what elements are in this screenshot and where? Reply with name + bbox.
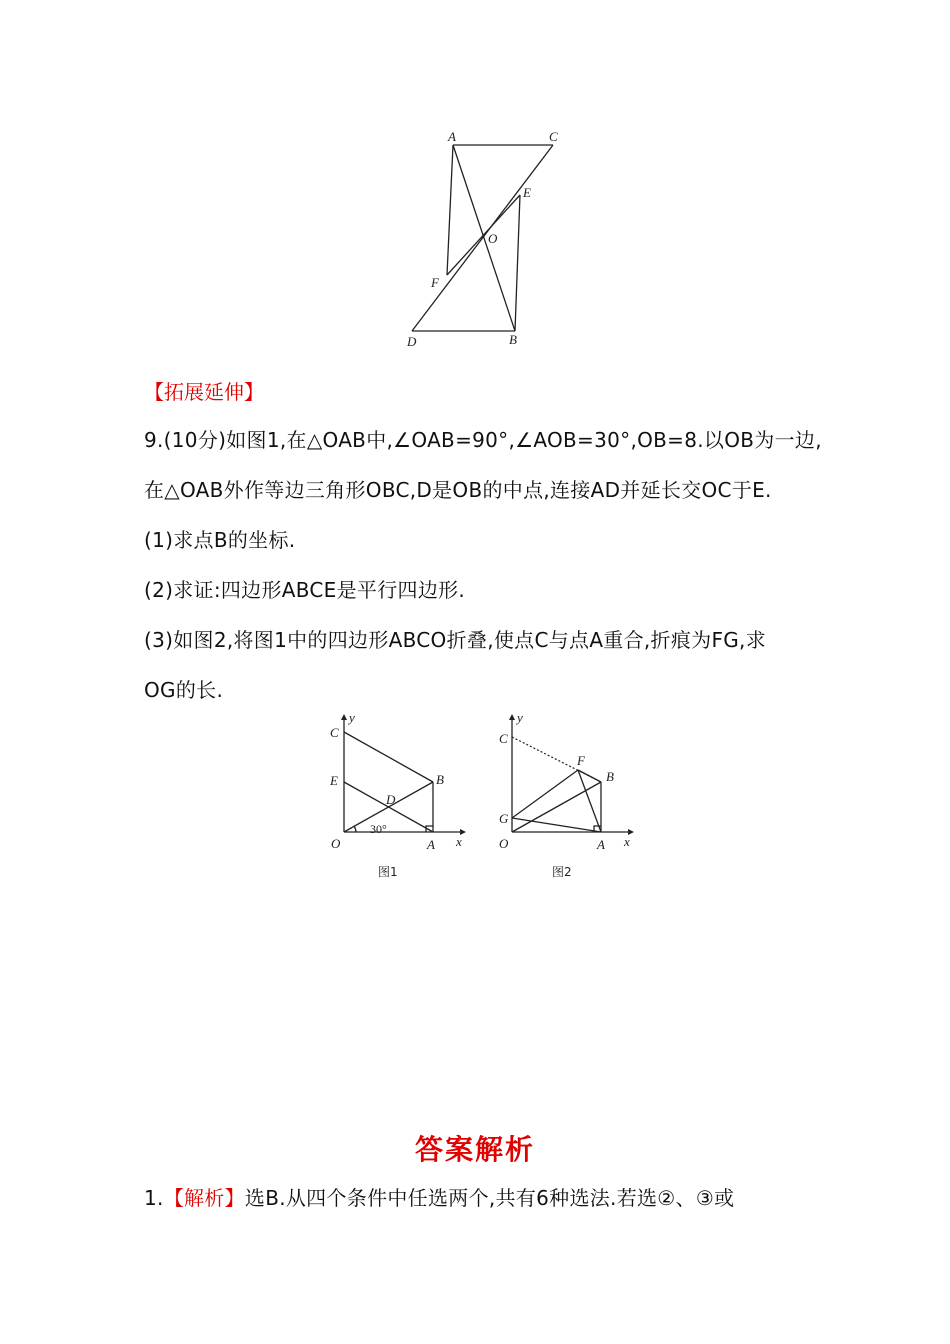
problem-part-3a: (3)如图2,将图1中的四边形ABCO折叠,使点C与点A重合,折痕为FG,求 [144, 628, 767, 652]
figure-2 [490, 712, 640, 882]
figure-1 [322, 712, 472, 882]
label-C: C [499, 731, 508, 746]
label-C: C [549, 129, 558, 144]
label-O: O [488, 231, 498, 246]
answer-title: 答案解析 [414, 1133, 535, 1166]
label-B: B [606, 769, 614, 784]
label-x: x [624, 834, 630, 849]
answer-1 [144, 1184, 734, 1212]
label-y: y [517, 712, 523, 725]
label-B: B [509, 332, 517, 347]
problem-part-2: (2)求证:四边形ABCE是平行四边形. [144, 578, 466, 602]
label-C: C [330, 725, 339, 740]
answer-number: 1. [144, 1186, 164, 1210]
label-F: F [577, 753, 585, 768]
problem-part-3b: OG的长. [144, 678, 224, 702]
label-E: E [330, 773, 338, 788]
parallelogram-figure [395, 125, 575, 355]
label-G: G [499, 811, 509, 826]
problem-line-2: 在△OAB外作等边三角形OBC,D是OB的中点,连接AD并延长交OC于E. [144, 478, 772, 502]
label-A: A [427, 837, 435, 852]
answer-text: 选B.从四个条件中任选两个,共有6种选法.若选②、③或 [244, 1186, 735, 1210]
figure-1-caption: 图1 [378, 865, 398, 879]
label-y: y [349, 712, 355, 725]
problem-part-1: (1)求点B的坐标. [144, 528, 296, 552]
problem-line-1: 9.(10分)如图1,在△OAB中,∠OAB=90°,∠AOB=30°,OB=8.以OB为一边, [144, 428, 822, 452]
section-header: 【拓展延伸】 [144, 380, 264, 404]
angle-label: 30° [370, 822, 387, 836]
label-D: D [407, 334, 417, 349]
analysis-tag: 【解析】 [163, 1186, 245, 1210]
label-D: D [386, 792, 396, 807]
label-B: B [436, 772, 444, 787]
label-F: F [431, 275, 439, 290]
label-A: A [597, 837, 605, 852]
figure-2-caption: 图2 [552, 865, 572, 879]
label-O: O [499, 836, 509, 851]
label-E: E [523, 185, 531, 200]
label-O: O [331, 836, 341, 851]
label-A: A [448, 129, 456, 144]
label-x: x [456, 834, 462, 849]
